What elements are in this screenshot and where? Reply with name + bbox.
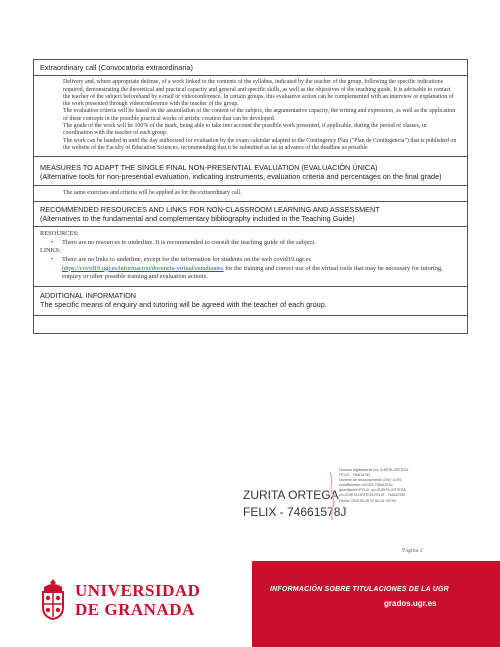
signature-detail: cn=ZURITA ORTEGA FELIX - 74661578J bbox=[339, 493, 406, 498]
signature-detail: Nombre de reconocimiento (DN): c=ES, bbox=[339, 478, 403, 483]
links-text-after: for the training and correct use of the virtual tools that may be necessary for tutoring, enquiry or other possible training and evaluation actions. bbox=[62, 264, 443, 281]
degree-info-panel[interactable] bbox=[252, 561, 500, 647]
signature-detail: serialNumber=IDCES-74661578J, bbox=[339, 483, 394, 488]
additional-info-block bbox=[34, 287, 467, 315]
university-name-line2: DE GRANADA bbox=[75, 600, 195, 619]
measures-heading bbox=[34, 157, 467, 185]
signature-name-line1: ZURITA ORTEGA bbox=[243, 488, 339, 502]
signature-detail: Firmado digitalmente por ZURITA ORTEGA bbox=[339, 468, 409, 472]
measures-body: The same exercises and criteria will be applied as for the extraordinary call. bbox=[63, 189, 242, 196]
page-number: Página 2 bbox=[402, 548, 423, 554]
resources-list bbox=[40, 239, 461, 248]
resources-body bbox=[34, 227, 467, 286]
measures-heading-title: MEASURES TO ADAPT THE SINGLE FINAL NON-PRESENTIAL EVALUATION (EVALUACIÓN ÚNICA) bbox=[40, 163, 378, 173]
paragraph: The grade of the work will be 100% of the mark, being able to take into account the possible work presented, if applicable, during the period of classes, in coordination with the teacher of each group. bbox=[63, 122, 427, 137]
grados-link[interactable]: grados.ugr.es bbox=[384, 599, 437, 608]
resources-section bbox=[34, 202, 467, 287]
signature-name-line2: FELIX - 74661578J bbox=[243, 505, 347, 519]
additional-info-section bbox=[34, 287, 467, 316]
additional-info-heading: ADDITIONAL INFORMATION bbox=[40, 290, 137, 300]
resources-label: RESOURCES: bbox=[40, 230, 79, 238]
measures-section bbox=[34, 157, 467, 202]
guide-table bbox=[33, 59, 468, 334]
resources-heading bbox=[34, 202, 467, 227]
signature-stamp-icon bbox=[328, 470, 336, 522]
links-list bbox=[40, 256, 461, 282]
list-item bbox=[40, 256, 461, 282]
university-name-line1: UNIVERSIDAD bbox=[75, 581, 201, 600]
degree-info-text: INFORMACIÓN SOBRE TITULACIONES DE LA UGR bbox=[270, 586, 449, 593]
covid-info-link[interactable]: https://covid19.ugr.es/informacion/docencia-virtual/estudiantes bbox=[62, 264, 224, 272]
resources-heading-subtitle: (Alternatives to the fundamental and complementary bibliography included in the Teaching Guide) bbox=[40, 214, 355, 224]
signature-detail: givenName=FELIX, sn=ZURITA ORTEGA, bbox=[339, 488, 407, 493]
signature-detail: Fecha: 2020.05.26 07:56:15 +02'00' bbox=[339, 498, 397, 503]
university-logo-area bbox=[0, 561, 252, 647]
list-item: • There are no resources to underline. It is recommended to consult the teaching guide of the subject. bbox=[40, 239, 461, 248]
signature-details bbox=[339, 468, 429, 504]
signature-detail: FELIX - 74661578J bbox=[339, 473, 370, 478]
resources-heading-title: RECOMMENDED RESOURCES AND LINKS FOR NON-CLASSROOM LEARNING AND ASSESSMENT bbox=[40, 204, 380, 214]
empty-row bbox=[34, 316, 467, 333]
paragraph: The evaluation criteria will be based on the assimilation of the content of the subject, the argumentative capacity, the writing and expression, as well as the application of these concepts in the possible practical works of artistic creation that can be developed. bbox=[63, 108, 456, 122]
extraordinary-call-heading: Extraordinary call (Convocatoria extraordinaria) bbox=[34, 60, 467, 76]
extraordinary-call-body bbox=[34, 76, 467, 156]
additional-info-body: The specific means of enquiry and tutoring will be agreed with the teacher of each group. bbox=[40, 300, 327, 310]
links-text-before: There are no links to underline, except for the information for students on the web covid19.ugr.es bbox=[62, 256, 311, 264]
university-crest-icon bbox=[38, 577, 68, 621]
extraordinary-call-section bbox=[34, 60, 467, 157]
measures-heading-subtitle: (Alternative tools for non-presential evaluation, indicating instruments, evaluation criteria and percentages on the final grade) bbox=[40, 172, 442, 182]
paragraph: Delivery and, where appropriate defense, of a work linked to the contents of the syllabus, indicated by the teacher of the group, following the specific indications required, demonstrating the theoretical and practical capacity and general and specific skills, as well as the objectives of the teaching guide. It is advisable to contact the teacher of the subject beforehand by e-mail or videoconference. In certain groups, this evaluative action can be complemented with an interview or explanation of the work presented through videoconference with the teacher of the group. bbox=[63, 79, 454, 108]
footer-banner bbox=[0, 561, 500, 647]
links-label: LINKS: bbox=[40, 247, 61, 255]
paragraph: The work can be handed in until the day authorized for evaluation by the exam calendar adapted to the Contingency Plan ("Plan de Contingencia") that is published on the website of the Faculty of Education Sciences, recommending that it be submitted as far in advance of the deadline as possible bbox=[63, 137, 457, 151]
